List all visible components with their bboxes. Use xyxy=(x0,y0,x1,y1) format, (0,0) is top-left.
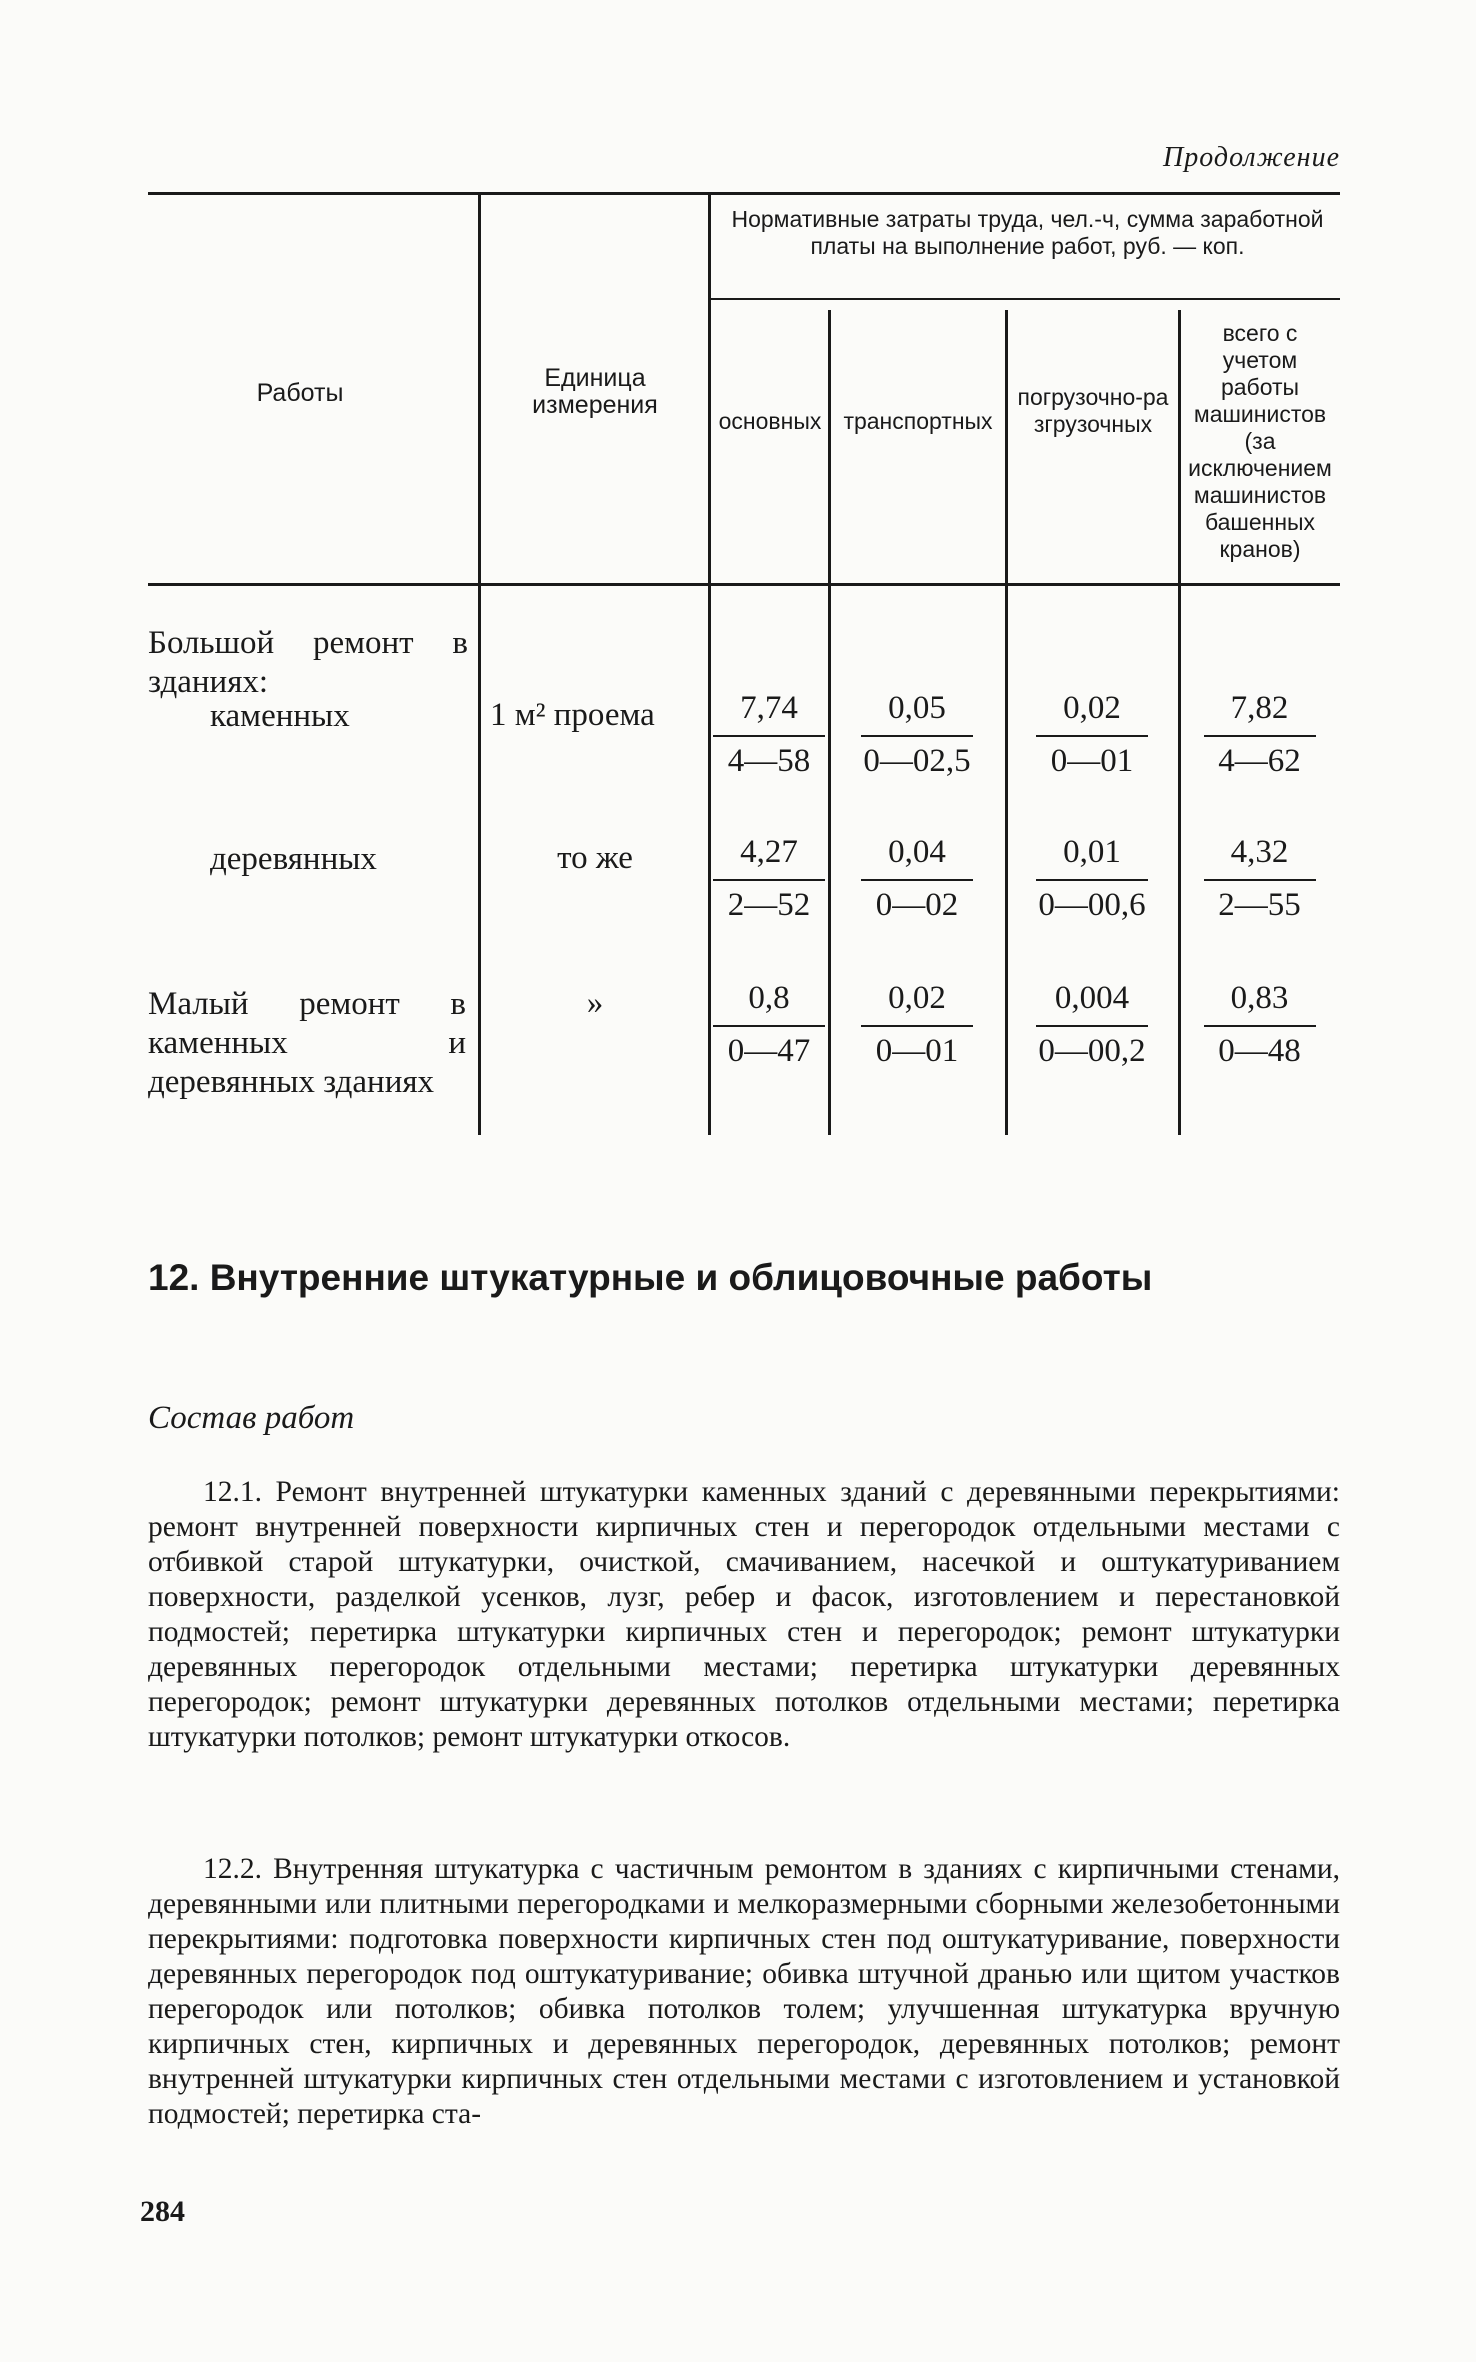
cell-value: 2—52 xyxy=(727,887,811,923)
fraction-line xyxy=(713,735,825,737)
fraction-line xyxy=(1204,1025,1316,1027)
group-label: Большой ремонт в зданиях: xyxy=(148,625,468,700)
column-divider xyxy=(1178,310,1181,1135)
header-basic: основных xyxy=(718,408,822,434)
cell-value: 4—62 xyxy=(1218,743,1301,779)
cell-value: 4—58 xyxy=(727,743,811,779)
cell-value: 7,74 xyxy=(740,690,798,726)
cell-value: 0—48 xyxy=(1218,1033,1301,1069)
cell-value: 0,05 xyxy=(888,690,946,726)
fraction-line xyxy=(1036,879,1148,881)
cell-value: 0—00,6 xyxy=(1038,887,1146,923)
cell-value: 7,82 xyxy=(1230,690,1289,726)
cell-value: 0—02,5 xyxy=(863,743,971,779)
cell-value: 0—01 xyxy=(1050,743,1134,779)
header-works: Работы xyxy=(256,379,344,407)
cell-value: 0,8 xyxy=(748,980,790,1016)
row-label: деревянных xyxy=(210,841,377,877)
column-divider xyxy=(828,310,831,1135)
row-unit: 1 м² проема xyxy=(490,697,655,733)
section-title: 12. Внутренние штукатурные и облицовочные работы xyxy=(148,1257,1153,1298)
cell-value: 0—00,2 xyxy=(1038,1033,1146,1069)
fraction-line xyxy=(713,879,825,881)
column-divider xyxy=(478,195,481,1135)
fraction-line xyxy=(861,1025,973,1027)
cell-value: 0,02 xyxy=(1063,690,1121,726)
fraction-line xyxy=(713,1025,825,1027)
subheading: Состав работ xyxy=(148,1400,355,1436)
fraction-line xyxy=(1036,735,1148,737)
group-header-rule xyxy=(710,298,1340,300)
row-unit: » xyxy=(586,985,604,1021)
paragraph: 12.1. Ремонт внутренней штукатурки каменных зданий с деревянными перекрытиями: ремонт внутренней поверхности кирпичных стен и перегородок отдельными местами с отбивкой старой штукатурки, очисткой, смачиванием, насечкой и оштукатуриванием поверхности, разделкой усенков, лузг, ребер и фасок, изготовлением и перестановкой подмостей; перетирка штукатурки кирпичных стен и перегородок; ремонт штукатурки деревянных перегородок отдельными местами; перетирка штукатурки деревянных перегородок; ремонт штукатурки деревянных потолков отдельными местами; перетирка штукатурки потолков; ремонт штукатурки откосов. xyxy=(148,1476,1340,1753)
fraction-line xyxy=(1204,735,1316,737)
column-divider xyxy=(708,195,711,1135)
cell-value: 0—02 xyxy=(875,887,959,923)
row-unit: то же xyxy=(557,840,633,876)
cell-value: 0,004 xyxy=(1054,980,1130,1016)
cell-value: 0,04 xyxy=(888,834,946,870)
continued-label: Продолжение xyxy=(1163,142,1340,173)
fraction-line xyxy=(861,879,973,881)
cell-value: 0—01 xyxy=(875,1033,959,1069)
cell-value: 4,32 xyxy=(1230,834,1289,870)
header-loading: погрузочно-разгрузочных xyxy=(1017,384,1169,437)
cell-value: 4,27 xyxy=(740,834,798,870)
cell-value: 0,83 xyxy=(1230,980,1289,1016)
table-top-rule xyxy=(148,192,1340,195)
header-unit: Единица измерения xyxy=(532,364,658,419)
fraction-line xyxy=(861,735,973,737)
cell-value: 0,02 xyxy=(888,980,946,1016)
header-total: всего с учетом работы машинистов (за исключением машинистов башенных кранов) xyxy=(1188,320,1332,562)
cell-value: 0,01 xyxy=(1063,834,1121,870)
fraction-line xyxy=(1036,1025,1148,1027)
cell-value: 0—47 xyxy=(727,1033,811,1069)
header-bottom-rule xyxy=(148,583,1340,586)
header-transport: транспортных xyxy=(843,408,993,434)
fraction-line xyxy=(1204,879,1316,881)
column-divider xyxy=(1005,310,1008,1135)
header-group: Нормативные затраты труда, чел.-ч, сумма заработной платы на выполнение работ, руб. — коп. xyxy=(731,206,1324,259)
cell-value: 2—55 xyxy=(1218,887,1301,923)
paragraph: 12.2. Внутренняя штукатурка с частичным ремонтом в зданиях с кирпичными стенами, деревянными или плитными перегородками и мелкоразмерными сборными железобетонными перекрытиями: подготовка поверхности кирпичных стен под оштукатуривание, поверхности деревянных перегородок под оштукатуривание; обивка штучной дранью или щитом участков перегородок или потолков; обивка потолков толем; улучшенная штукатурка вручную кирпичных стен, кирпичных и деревянных перегородок, деревянных потолков; ремонт внутренней штукатурки кирпичных стен отдельными местами с изготовлением и установкой подмостей; перетирка ста- xyxy=(148,1853,1340,2130)
page-number: 284 xyxy=(140,2195,185,2228)
row-label: каменных xyxy=(210,698,350,734)
row-label: Малый ремонт в каменных и деревянных зданиях xyxy=(148,986,466,1100)
